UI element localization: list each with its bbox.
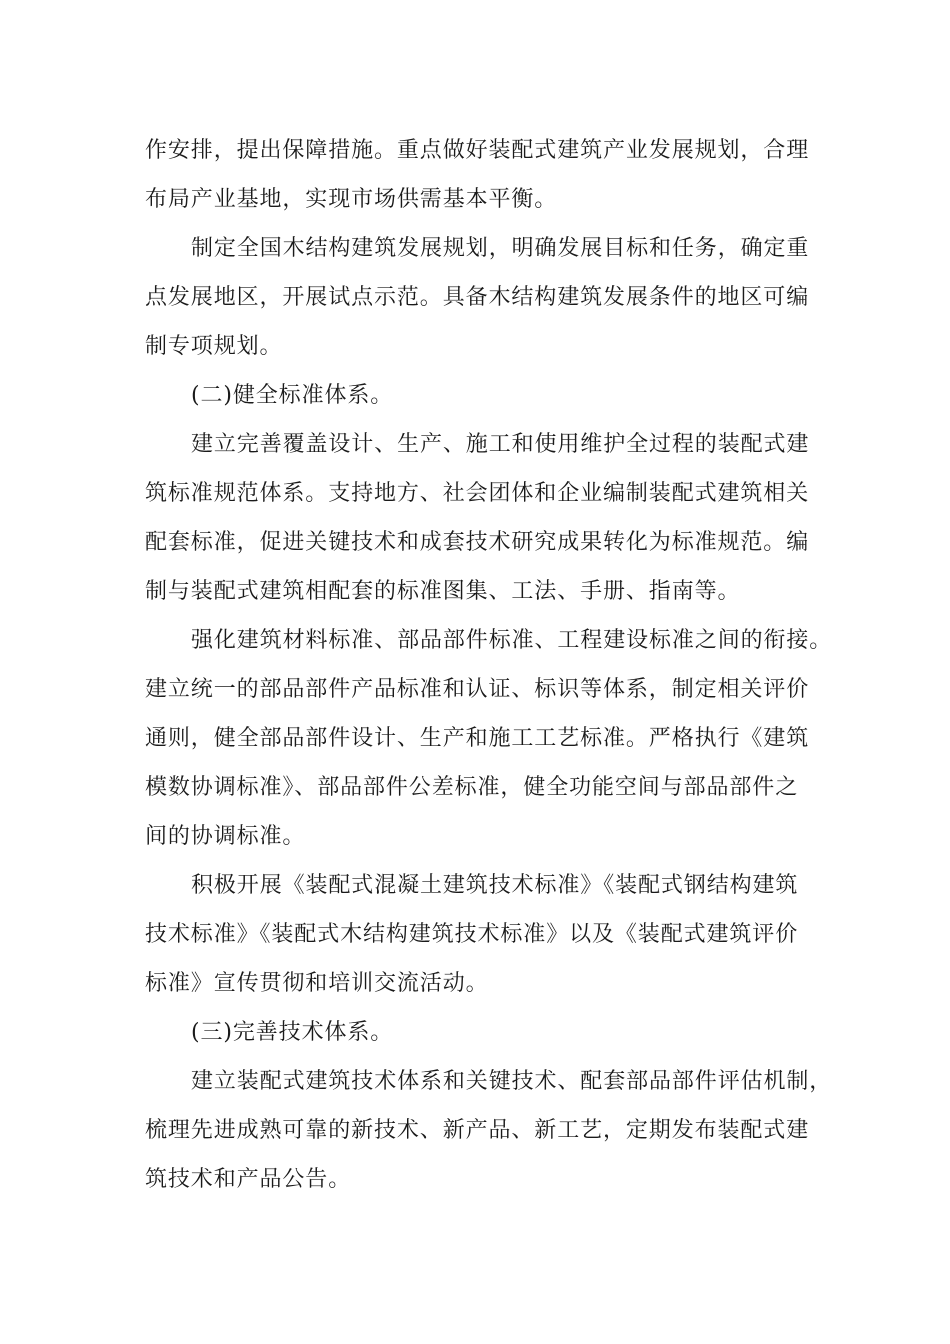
text-line: 筑技术和产品公告。 bbox=[145, 1167, 352, 1192]
text-line: 强化建筑材料标准、部品部件标准、工程建设标准之间的衔接。 bbox=[191, 628, 833, 653]
text-line: 建立装配式建筑技术体系和关键技术、配套部品部件评估机制， bbox=[191, 1069, 833, 1094]
text-line: 标准》宣传贯彻和培训交流活动。 bbox=[145, 971, 489, 996]
text-line: 建立统一的部品部件产品标准和认证、标识等体系，制定相关评价 bbox=[145, 677, 810, 702]
text-line: 布局产业基地，实现市场供需基本平衡。 bbox=[145, 187, 558, 212]
text-line: 间的协调标准。 bbox=[145, 824, 306, 849]
document-body bbox=[145, 126, 833, 1204]
text-line: 制专项规划。 bbox=[145, 334, 283, 359]
text-line: 制与装配式建筑相配套的标准图集、工法、手册、指南等。 bbox=[145, 579, 741, 604]
text-line: 模数协调标准》、部品部件公差标准，健全功能空间与部品部件之 bbox=[145, 775, 799, 800]
section-heading: (三)完善技术体系。 bbox=[191, 1020, 394, 1045]
text-line: 制定全国木结构建筑发展规划，明确发展目标和任务，确定重 bbox=[191, 236, 810, 261]
text-line: 作安排，提出保障措施。重点做好装配式建筑产业发展规划，合理 bbox=[145, 138, 810, 163]
text-line: 通则，健全部品部件设计、生产和施工工艺标准。严格执行《建筑 bbox=[145, 726, 810, 751]
text-line: 建立完善覆盖设计、生产、施工和使用维护全过程的装配式建 bbox=[191, 432, 810, 457]
text-line: 梳理先进成熟可靠的新技术、新产品、新工艺，定期发布装配式建 bbox=[145, 1118, 810, 1143]
text-line: 积极开展《装配式混凝土建筑技术标准》《装配式钢结构建筑 bbox=[191, 873, 799, 898]
text-line: 筑标准规范体系。支持地方、社会团体和企业编制装配式建筑相关 bbox=[145, 481, 810, 506]
text-line: 技术标准》《装配式木结构建筑技术标准》以及《装配式建筑评价 bbox=[145, 922, 799, 947]
section-heading: (二)健全标准体系。 bbox=[191, 383, 394, 408]
text-line: 点发展地区，开展试点示范。具备木结构建筑发展条件的地区可编 bbox=[145, 285, 810, 310]
text-line: 配套标准，促进关键技术和成套技术研究成果转化为标准规范。编 bbox=[145, 530, 810, 555]
